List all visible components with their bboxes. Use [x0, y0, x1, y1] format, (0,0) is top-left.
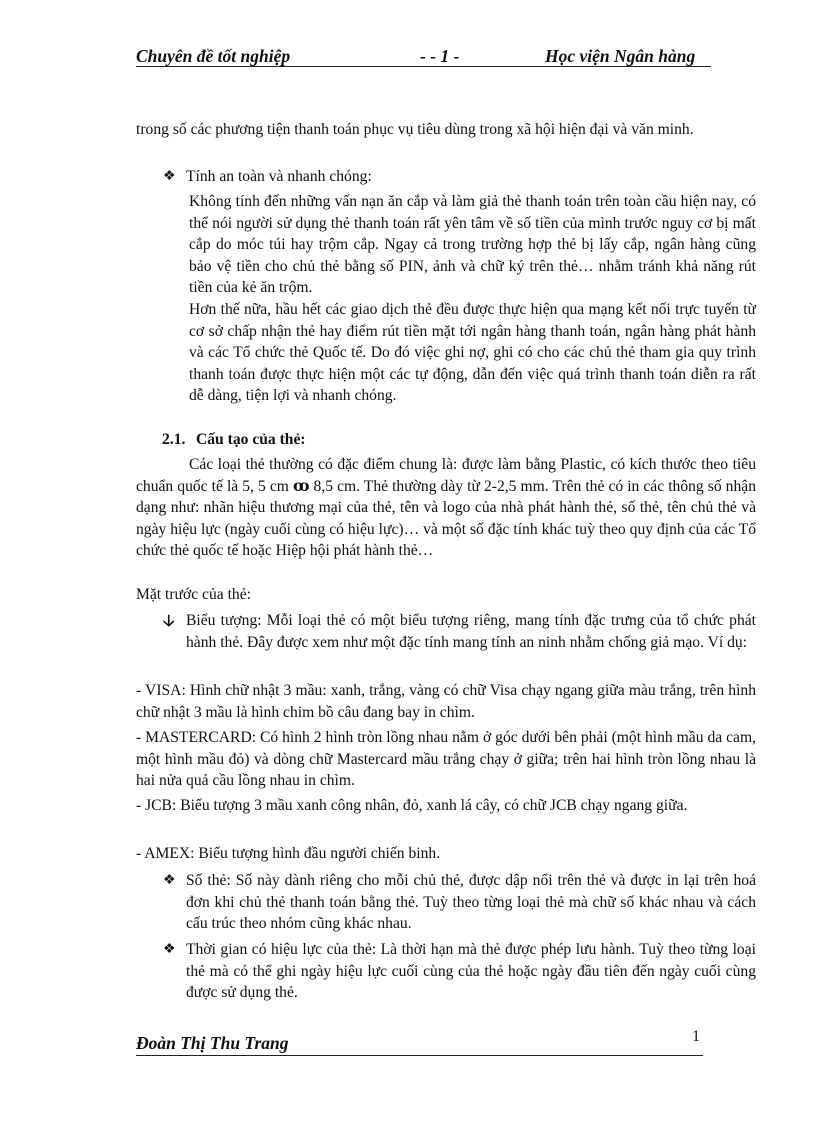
section-number: 2.1. [162, 431, 186, 448]
diamond-bullet-icon: ❖ [163, 942, 176, 957]
header-left: Chuyên đề tốt nghiệp [136, 46, 291, 66]
visa-item: - VISA: Hình chữ nhật 3 mầu: xanh, trắng, vàng có chữ Visa chạy ngang giữa màu trắng, trên hình chữ nhật 3 mầu là hình chim bồ câu đang bay in chìm. [136, 682, 756, 721]
diamond-bullet-icon: ❖ [163, 169, 176, 184]
paragraph-safety-1: Không tính đến những vấn nạn ăn cắp và làm giả thẻ thanh toán trên toàn cầu hiện nay, có thể nói người sử dụng thẻ thanh toán rất yên tâm về số tiền của mình trước nguy cơ bị mất cắp do móc túi hay trộm cắp. Ngay cả trong trường hợp thẻ bị lấy cắp, ngân hàng cũng bảo vệ tiền cho chủ thẻ bằng số PIN, ảnh và chữ ký trên thẻ… nhằm tránh khả năng rút tiền của kẻ ăn trộm. [189, 193, 756, 296]
structure-text-a: Các loại thẻ thường có đặc điểm chung là: được làm bằng Plastic, có kích thước theo tiêu chuẩn quốc tế là 5, 5 cm [136, 456, 756, 495]
times-symbol-icon: ꝏ [292, 477, 310, 495]
jcb-item: - JCB: Biểu tượng 3 mầu xanh công nhân, đỏ, xanh lá cây, có chữ JCB chạy ngang giữa. [136, 797, 688, 814]
diamond-bullet-icon: ❖ [163, 873, 176, 888]
bullet-validity: Thời gian có hiệu lực của thẻ: Là thời hạn mà thẻ được phép lưu hành. Tuỳ theo từng loại thẻ mà có thể ghi ngày hiệu lực cuối cùng của thẻ hoặc ngày đầu tiên đến ngày cuối cùng được sử dụng thẻ. [186, 941, 756, 1001]
structure-text-b: 8,5 cm. Thẻ thường dày từ 2-2,5 mm. Trên thẻ có in các thông số nhận dạng như: nhãn hiệu thương mại của thẻ, tên và logo của nhà phát hành thẻ, số thẻ, tên chủ thẻ và ngày hiệu lực (ngày cuối cùng có hiệu lực)… và một số đặc tính khác tuỳ theo quy định của các Tổ chức thẻ quốc tế hoặc Hiệp hội phát hành thẻ… [136, 477, 756, 559]
bullet-card-number: Số thẻ: Số này dành riêng cho mỗi chủ thẻ, được dập nổi trên thẻ và được in lại trên hoá đơn khi chủ thẻ thanh toán bằng thẻ. Tuỳ theo từng loại thẻ mà chữ số khác nhau và cách cấu trúc theo nhóm cũng khác nhau. [186, 872, 756, 932]
bullet-logo: Biểu tượng: Mỗi loại thẻ có một biểu tượng riêng, mang tính đặc trưng của tổ chức phát hành thẻ. Đây được xem như một đặc tính mang tính an ninh nhằm chống giả mạo. Ví dụ: [186, 612, 756, 651]
paragraph-structure [136, 454, 756, 562]
footer-page-number: 1 [692, 1028, 700, 1045]
amex-item: - AMEX: Biểu tượng hình đầu người chiến binh. [136, 845, 441, 862]
header-right: Học viện Ngân hàng [545, 46, 696, 66]
header-rule [136, 66, 711, 67]
paragraph-safety-2: Hơn thế nữa, hầu hết các giao dịch thẻ đều được thực hiện qua mạng kết nối trực tuyến từ cơ sở chấp nhận thẻ hay điểm rút tiền mặt tới ngân hàng thanh toán, ngân hàng phát hành và các Tổ chức thẻ Quốc tế. Do đó việc ghi nợ, ghi có cho các chủ thẻ tham gia quy trình thanh toán được thực hiện một các tự động, dẫn đến việc quá trình thanh toán diễn ra rất dễ dàng, tiện lợi và nhanh chóng. [189, 301, 756, 404]
paragraph-intro: trong số các phương tiện thanh toán phục vụ tiêu dùng trong xã hội hiện đại và văn minh. [136, 121, 694, 138]
arrow-down-bullet-icon: 🡣 [163, 613, 175, 630]
mastercard-item: - MASTERCARD: Có hình 2 hình tròn lồng nhau nằm ở góc dưới bên phải (một hình mầu da cam, một hình mầu đỏ) và dòng chữ Mastercard mầu trắng chạy ở giữa; trên hai hình tròn lồng nhau là hai nửa quả cầu lồng nhau in chìm. [136, 729, 756, 789]
footer-rule [136, 1055, 703, 1056]
section-title: Cấu tạo của thẻ: [196, 431, 306, 448]
bullet-safety: Tính an toàn và nhanh chóng: [186, 168, 372, 185]
front-side-label: Mặt trước của thẻ: [136, 586, 251, 603]
header-page-number: - - 1 - [420, 46, 460, 66]
footer-author: Đoàn Thị Thu Trang [136, 1033, 289, 1053]
